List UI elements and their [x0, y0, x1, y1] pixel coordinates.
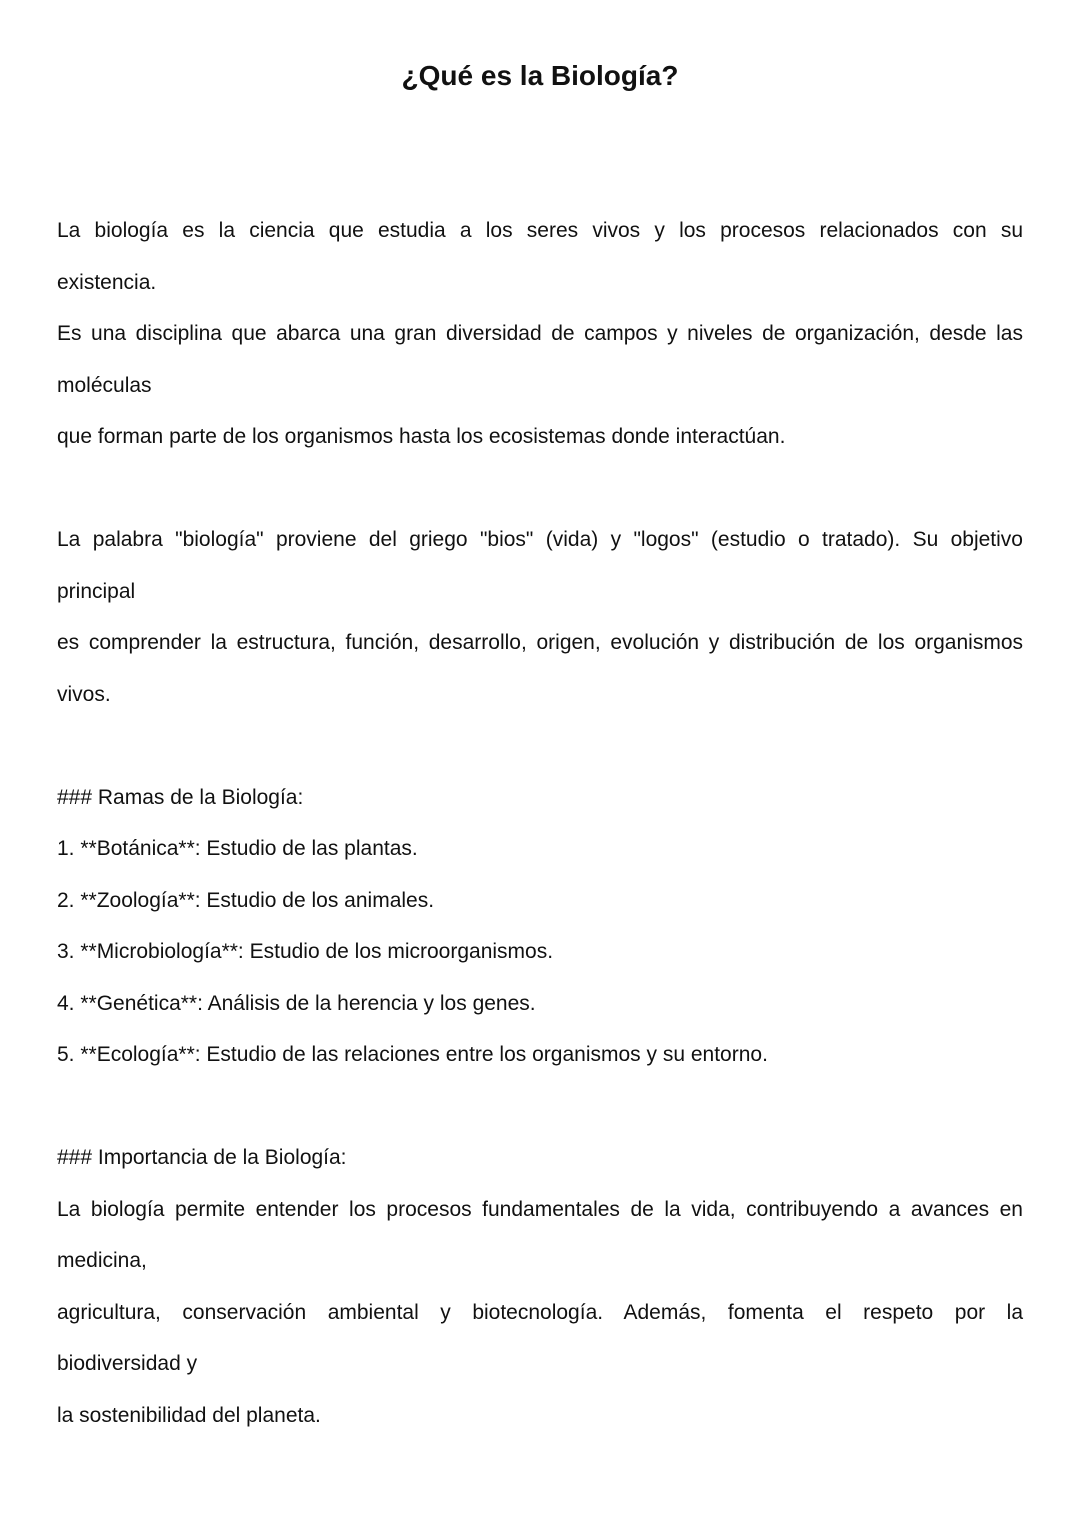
list-item: 5. **Ecología**: Estudio de las relaciones entre los organismos y su entorno. [57, 1043, 768, 1066]
text-line: vivos. [57, 682, 111, 706]
text-line: Es una disciplina que abarca una gran diversidad de campos y niveles de organización, desde las [57, 322, 1023, 345]
section-heading: ### Ramas de la Biología: [57, 785, 304, 809]
text-line: existencia. [57, 270, 157, 294]
text-line: que forman parte de los organismos hasta los ecosistemas donde interactúan. [57, 425, 786, 448]
text-line: medicina, [57, 1249, 147, 1272]
list-item: 1. **Botánica**: Estudio de las plantas. [57, 837, 418, 860]
text-line: moléculas [57, 373, 152, 397]
text-line: La palabra "biología" proviene del griego "bios" (vida) y "logos" (estudio o tratado). Su objetivo [57, 528, 1023, 551]
text-line: La biología es la ciencia que estudia a los seres vivos y los procesos relacionados con su [57, 219, 1023, 242]
page-title: ¿Qué es la Biología? [401, 60, 679, 91]
paragraph-gap [57, 463, 1023, 515]
text-line: principal [57, 579, 136, 603]
list-item: 4. **Genética**: Análisis de la herencia y los genes. [57, 991, 536, 1015]
list-item: 3. **Microbiología**: Estudio de los microorganismos. [57, 940, 554, 963]
text-line: es comprender la estructura, función, desarrollo, origen, evolución y distribución de los organismos [57, 631, 1023, 654]
text-line: la sostenibilidad del planeta. [57, 1403, 321, 1427]
text-line: La biología permite entender los procesos fundamentales de la vida, contribuyendo a avances en [57, 1197, 1023, 1221]
section-heading: ### Importancia de la Biología: [57, 1146, 347, 1169]
paragraph-gap [57, 1081, 1023, 1133]
paragraph-gap [57, 720, 1023, 772]
list-item: 2. **Zoología**: Estudio de los animales. [57, 888, 435, 912]
text-line: agricultura, conservación ambiental y biotecnología. Además, fomenta el respeto por la [57, 1300, 1023, 1324]
document-body [57, 205, 1023, 1441]
text-line: biodiversidad y [57, 1352, 198, 1375]
